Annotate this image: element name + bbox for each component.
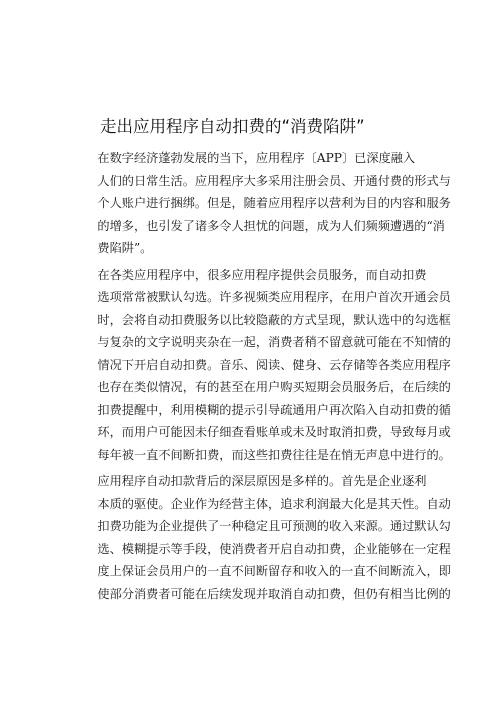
paragraph-line: 情况下开启自动扣费。音乐、阅读、健身、云存储等各类应用程序 [97, 357, 451, 372]
paragraph-line: 应用程序自动扣款背后的深层原因是多样的。首先是企业逐利 [97, 474, 427, 488]
document-body [73, 147, 451, 609]
paragraph-line: 与复杂的文字说明夹杂在一起，消费者稍不留意就可能在不知情的 [97, 335, 451, 349]
paragraph-line: 个人账户进行捆绑。但是，随着应用程序以营利为目的内容和服务 [97, 196, 451, 210]
paragraph [73, 264, 451, 467]
paragraph-line: 费陷阱”。 [97, 241, 153, 255]
paragraph-line: 的增多，也引发了诸多令人担忧的问题，成为人们频频遭遇的“消 [97, 218, 445, 233]
paragraph-line: 扣费提醒中，利用模糊的提示引导疏通用户再次陷入自动扣费的循 [97, 402, 451, 417]
paragraph-line: 人们的日常生活。应用程序大多采用注册会员、开通付费的形式与 [97, 173, 451, 188]
paragraph-line: 每年被一直不间断扣费，而这些扣费往往是在悄无声息中进行的。 [97, 447, 451, 462]
paragraph-line: 也存在类似情况，有的甚至在用户购买短期会员服务后，在后续的 [97, 380, 451, 394]
paragraph-line: 在数字经济蓬勃发展的当下，应用程序〔APP〕已深度融入 [97, 151, 416, 165]
paragraph-line: 选、模糊提示等手段，使消费者开启自动扣费，企业能够在一定程 [97, 541, 451, 556]
paragraph [73, 147, 451, 260]
document-title: 走出应用程序自动扣费的“消费陷阱” [100, 117, 365, 136]
paragraph [73, 470, 451, 605]
paragraph-line: 环，而用户可能因未仔细查看账单或未及时取消扣费，导致每月或 [97, 425, 451, 439]
paragraph-line: 扣费功能为企业提供了一种稳定且可预测的收入来源。通过默认勾 [97, 519, 451, 533]
paragraph-line: 在各类应用程序中，很多应用程序提供会员服务，而自动扣费 [97, 267, 427, 282]
paragraph-line: 选项常常被默认勾选。许多视频类应用程序，在用户首次开通会员 [97, 290, 451, 304]
paragraph-line: 时，会将自动扣费服务以比较隐蔽的方式呈现，默认选中的勾选框 [97, 312, 451, 327]
paragraph-line: 使部分消费者可能在后续发现并取消自动扣费，但仍有相当比例的 [97, 586, 451, 601]
paragraph-line: 度上保证会员用户的一直不间断留存和收入的一直不间断流入，即 [97, 564, 451, 578]
paragraph-line: 本质的驱使。企业作为经营主体，追求利润最大化是其天性。自动 [97, 496, 451, 511]
